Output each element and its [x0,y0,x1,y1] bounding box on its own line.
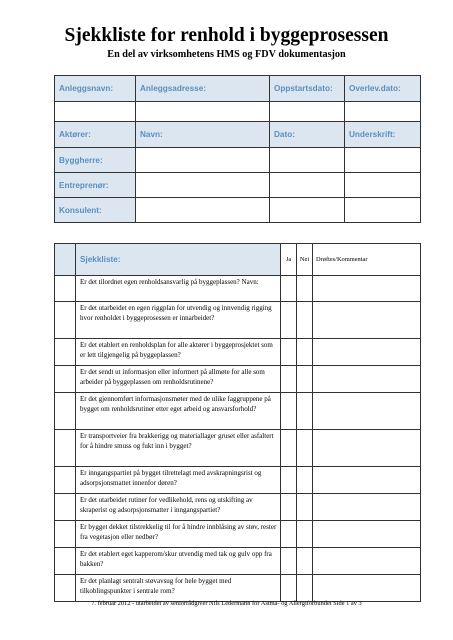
field-navn: Navn: [136,122,270,148]
input-cell[interactable] [136,198,270,223]
checklist-table [54,243,421,602]
yes-cell[interactable] [281,521,297,548]
comment-cell[interactable] [313,521,421,548]
document-title: Sjekkliste for renhold i byggeprosessen [64,25,389,46]
comment-cell[interactable] [313,494,421,521]
document-subtitle: En del av virksomhetens HMS og FDV dokumentasjon [107,49,346,60]
yes-cell[interactable] [281,548,297,575]
no-cell[interactable] [297,430,313,467]
yes-cell[interactable] [281,575,297,602]
comment-cell[interactable] [313,393,421,430]
question-11: Er det planlagt sentralt støvavsug for hele bygget med tilkoblingspunkter i sentrale rom? [76,575,281,602]
gutter-cell [55,430,76,467]
input-cell[interactable] [270,198,345,223]
yes-cell[interactable] [281,467,297,494]
question-8: Er det utarbeidet rutiner for vedlikehold, rens og utskifting av skraperist og adsorpsjonsmatter i inngangspartiet? [76,494,281,521]
field-overlev-dato[interactable]: Overlev.dato: [345,76,421,102]
question-3: Er det etablert en renholdsplan for alle aktører i byggeprosjektet som er lett tilgjengelig på byggeplassen? [76,339,281,366]
gutter-cell [55,575,76,602]
comment-cell[interactable] [313,575,421,602]
gutter-cell [55,521,76,548]
field-anleggsnavn[interactable]: Anleggsnavn: [55,76,136,102]
gutter-cell [55,339,76,366]
no-cell[interactable] [297,521,313,548]
field-dato: Dato: [270,122,345,148]
no-cell[interactable] [297,393,313,430]
question-5: Er det gjennomført informasjonsmøter med de ulike faggruppene på bygget om renholdsrutiner etter eget arbeid og ansvarsforhold? [76,393,281,430]
party-entreprenor: Entreprenør: [55,173,136,198]
field-underskrift: Underskrift: [345,122,421,148]
gutter-cell [55,244,76,276]
question-1: Er det tilordnet egen renholdsansvarlig på byggeplassen? Navn: [76,276,281,302]
party-konsulent: Konsulent: [55,198,136,223]
input-cell[interactable] [136,148,270,173]
input-cell[interactable] [136,173,270,198]
yes-cell[interactable] [281,494,297,521]
input-cell[interactable] [345,148,421,173]
col-ja: Ja [281,244,297,276]
gutter-cell [55,548,76,575]
no-cell[interactable] [297,276,313,302]
comment-cell[interactable] [313,302,421,339]
field-oppstartsdato[interactable]: Oppstartsdato: [270,76,345,102]
comment-cell[interactable] [313,467,421,494]
question-9: Er bygget dekket tilstrekkelig til for å hindre innblåsing av støv, rester fra vegetasjon eller nedbør? [76,521,281,548]
input-cell[interactable] [270,148,345,173]
yes-cell[interactable] [281,339,297,366]
question-7: Er inngangspartiet på bygget tilrettelagt med avskrapningsrist og adsorpsjonsmattet innenfor døren? [76,467,281,494]
gutter-cell [55,276,76,302]
comment-cell[interactable] [313,548,421,575]
page-footer: 7. februar 2012 - utarbeidet av seniorrådgiver Nils Ledermann for Astma- og Allergiforbundet Side 1 av 3 [91,600,362,607]
blank-cell[interactable] [136,102,270,122]
yes-cell[interactable] [281,276,297,302]
question-2: Er det utarbeidet en egen riggplan for utvendig og innvendig rigging hvor renholdet i byggeprosessen er innarbeidet? [76,302,281,339]
field-aktorer: Aktører: [55,122,136,148]
yes-cell[interactable] [281,393,297,430]
gutter-cell [55,494,76,521]
blank-cell[interactable] [270,102,345,122]
blank-cell[interactable] [55,102,136,122]
no-cell[interactable] [297,575,313,602]
gutter-cell [55,302,76,339]
no-cell[interactable] [297,302,313,339]
comment-cell[interactable] [313,339,421,366]
no-cell[interactable] [297,548,313,575]
question-6: Er transportveier fra brakkerigg og materiallager gruset eller asfaltert for å hindre smuss og fukt inn i bygget? [76,430,281,467]
input-cell[interactable] [345,198,421,223]
comment-cell[interactable] [313,276,421,302]
party-byggherre: Byggherre: [55,148,136,173]
input-cell[interactable] [345,173,421,198]
gutter-cell [55,393,76,430]
no-cell[interactable] [297,339,313,366]
blank-cell[interactable] [345,102,421,122]
field-anleggsadresse[interactable]: Anleggsadresse: [136,76,270,102]
question-10: Er det etablert eget kapperom/skur utvendig med tak og gulv opp fra bakken? [76,548,281,575]
yes-cell[interactable] [281,302,297,339]
project-info-table [54,75,421,223]
col-nei: Nei [297,244,313,276]
checklist-label: Sjekkliste: [76,244,281,276]
yes-cell[interactable] [281,366,297,393]
yes-cell[interactable] [281,430,297,467]
col-comment: Drøftes/Kommentar [313,244,421,276]
no-cell[interactable] [297,366,313,393]
comment-cell[interactable] [313,430,421,467]
gutter-cell [55,467,76,494]
gutter-cell [55,366,76,393]
input-cell[interactable] [270,173,345,198]
question-4: Er det sendt ut informasjon eller informert på allmøte for alle som arbeider på byggeplassen om renholdsrutinene? [76,366,281,393]
no-cell[interactable] [297,467,313,494]
comment-cell[interactable] [313,366,421,393]
no-cell[interactable] [297,494,313,521]
